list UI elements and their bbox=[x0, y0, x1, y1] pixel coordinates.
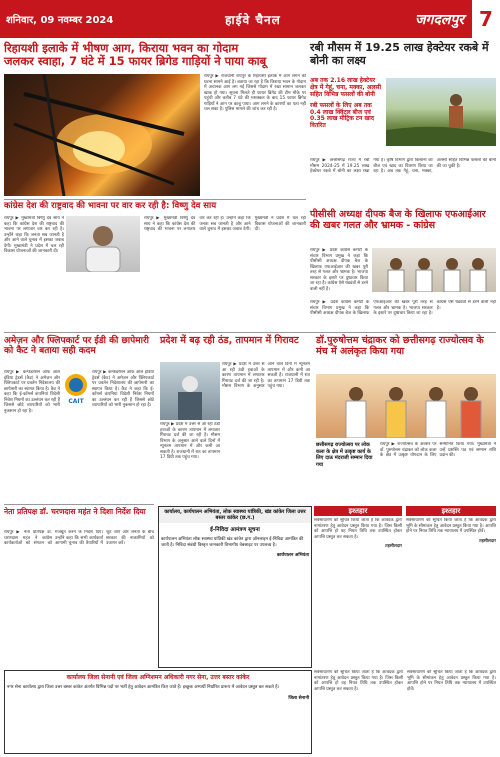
congress-article-body-cont: रायपुर ▶ मुख्यमंत्री विष्णु देव साय ने कहा कि कांग्रेस देश की राष्ट्रवाद की भावना पर लगातार वार कर रही है। उन्होंने कहा कि जनता सब जानती है और आने वाले चुनाव में इसका जवाब देगी। मुख्यमंत्री ने प्रदेश में चल रही विकास योजनाओं की जानकारी दी। bbox=[144, 216, 306, 232]
congress-headline: कांग्रेस देश की राष्ट्रवाद की भावना पर वार कर रही है: विष्णु देव साय bbox=[4, 201, 217, 211]
farmer-field-photo bbox=[386, 78, 496, 146]
masthead-paper-name: हाईवे चैनल bbox=[225, 12, 281, 27]
people-group-icon bbox=[372, 248, 496, 292]
fire-headline-line1: रिहायशी इलाके में भीषण आग, किराया भवन का गोदाम bbox=[4, 41, 239, 55]
amazon-article-body: रायपुर ▶ कन्फेडरेशन ऑफ ऑल इंडिया ट्रेडर्स (कैट) ने अमेज़न और फ्लिपकार्ट पर प्रवर्तन निदेशालय की छापेमारी का स्वागत किया है। कैट ने कहा कि ई-कॉमर्स कंपनियां विदेशी निवेश नियमों का उल्लंघन कर रही हैं जिससे छोटे व्यापारियों को भारी नुकसान हो रहा है। bbox=[4, 370, 60, 414]
divider bbox=[4, 504, 154, 505]
rabi-article-body: रायपुर ▶ छत्तीसगढ़ राज्य में रबी मौसम 2024-25 में 19.25 लाख हेक्टेयर रकबे में बोनी का लक्ष्य रखा गया है। कृषि विभाग द्वारा किसानों को बीज एवं खाद का वितरण किया जा रहा है। अब तक गेहूं, चना, मक्का, अलसी सहित विभिन्न फसलों की बोनी की जा चुकी है। bbox=[310, 158, 496, 174]
masthead bbox=[0, 0, 500, 38]
divider bbox=[4, 199, 306, 200]
notice1-signoff: तहसीलदार bbox=[385, 544, 402, 549]
fire-headline-block bbox=[4, 42, 304, 68]
rabi-bullets bbox=[310, 78, 382, 156]
bottom-ad-title: कार्यालय जिला सेनानी एवं जिला अग्निशमन अधिकारी नगर सेना, उत्तर बस्तर कांकेर bbox=[66, 674, 250, 681]
fire-photo bbox=[4, 74, 200, 196]
cm-photo bbox=[66, 216, 140, 272]
rabi-bullet-1: अब तक 2.16 लाख हेक्टेयर क्षेत्र में गेहूं, चना, मक्का, अलसी सहित विभिन्न फसलों की बोनी bbox=[310, 77, 382, 98]
fire-illustration-icon bbox=[4, 74, 200, 196]
pcc-article-body-cont: रायपुर ▶ प्रदेश कांग्रेस कमेटी के संचार विभाग प्रमुख ने कहा कि पीसीसी अध्यक्ष दीपक बैज के खिलाफ एफआईआर की खबर पूरी तरह से गलत और भ्रामक है। भाजपा सरकार के इशारे पर दुष्प्रचार किया जा रहा है। कांग्रेस ऐसे षड्यंत्रों से डरने वाली नहीं है। bbox=[310, 300, 496, 316]
chandrakar-article-body: रायपुर ▶ राज्योत्सव के अवसर पर डॉ. पुरुषोत्तम चंद्राकर को लोक कला के क्षेत्र में उत्कृष्ट योगदान के लिए सम्मानित किया गया। मुख्यमंत्री ने उन्हें प्रशस्ति पत्र एवं सम्मान राशि प्रदान की। bbox=[380, 442, 496, 458]
bottom-ad-body: नगर सेना कार्यालय द्वारा जिला उत्तर बस्तर कांकेर अंतर्गत विभिन्न पदों पर भर्ती हेतु आवेदन आमंत्रित किए जाते हैं। इच्छुक अभ्यर्थी निर्धारित प्रारूप में आवेदन प्रस्तुत कर सकते हैं। bbox=[7, 685, 280, 690]
cait-logo bbox=[62, 372, 90, 412]
pcc-headline-block bbox=[310, 210, 496, 232]
rabi-headline-block bbox=[310, 42, 496, 67]
temp-article-body: रायपुर ▶ प्रदेश में उत्तर से आ रही ठंडी हवाओं के कारण तापमान में लगातार गिरावट दर्ज की जा रही है। मौसम विभाग के अनुसार आने वाले दिनों में न्यूनतम तापमान में और कमी आ सकती है। राजधानी में रात का तापमान 17 डिग्री तक पहुंच गया। bbox=[222, 362, 310, 389]
amazon-headline-block bbox=[4, 336, 154, 357]
congress-article-body: रायपुर ▶ मुख्यमंत्री विष्णु देव साय ने कहा कि कांग्रेस देश की राष्ट्रवाद की भावना पर लगातार वार कर रही है। उन्होंने कहा कि जनता सब जानती है और आने वाले चुनाव में इसका जवाब देगी। मुख्यमंत्री ने प्रदेश में चल रही विकास योजनाओं की जानकारी दी। bbox=[4, 216, 64, 254]
fire-headline-line2: जलकर स्वाहा, 7 घंटे में 15 फायर ब्रिगेड गाड़ियों ने पाया काबू bbox=[4, 54, 267, 69]
tender-title: कार्यालय, कार्यपालन अभियंता, लोक स्वास्थ्य यांत्रिकी, खंड कांकेर जिला उत्तर बस्तर कांकेर (छ.ग.) bbox=[159, 507, 311, 523]
notice2-body: सर्वसाधारण को सूचित किया जाता है कि आवेदक द्वारा भूमि के सीमांकन हेतु आवेदन प्रस्तुत किया गया है। आपत्ति होने पर नियत तिथि तक न्यायालय में उपस्थित होवें। तहसीलदार bbox=[406, 518, 496, 544]
chandrakar-caption: छत्तीसगढ़ राज्योत्सव पर लोक कला के क्षेत्र में उत्कृष्ट कार्य के लिए दाऊ मंदराजी सम्मान दिया गया bbox=[316, 442, 373, 468]
award-ceremony-icon bbox=[316, 374, 496, 438]
award-ceremony-photo bbox=[316, 374, 496, 438]
temp-headline-block bbox=[160, 336, 310, 347]
masthead-right bbox=[360, 0, 500, 38]
leader-headline-block bbox=[4, 508, 154, 517]
temp-headline: प्रदेश में बढ़ रही ठंड, तापमान में गिरावट bbox=[160, 335, 299, 346]
cait-logo-icon bbox=[62, 372, 90, 398]
pcc-headline: पीसीसी अध्यक्ष दीपक बैज के खिलाफ एफआईआर की खबर गलत और भ्रामक - कांग्रेस bbox=[310, 209, 486, 231]
notice1-body: सर्वसाधारण को सूचित किया जाता है कि आवेदक द्वारा नामांतरण हेतु आवेदन प्रस्तुत किया गया है। जिस किसी को आपत्ति हो वह नियत तिथि तक उपस्थित होकर आपत्ति प्रस्तुत कर सकता है। तहसीलदार bbox=[314, 518, 402, 549]
temp-article-body-cont: रायपुर ▶ प्रदेश में उत्तर से आ रही ठंडी हवाओं के कारण तापमान में लगातार गिरावट दर्ज की जा रही है। मौसम विभाग के अनुसार आने वाले दिनों में न्यूनतम तापमान में और कमी आ सकती है। राजधानी में रात का तापमान 17 डिग्री तक पहुंच गया। bbox=[160, 422, 220, 460]
divider bbox=[4, 332, 496, 333]
chandrakar-headline: डॉ.पुरुषोत्तम चंद्राकर को छत्तीसगढ़ राज्योत्सव के मंच में अलंकृत किया गया bbox=[316, 335, 484, 357]
notices-continued: सर्वसाधारण को सूचित किया जाता है कि आवेदक द्वारा नामांतरण हेतु आवेदन प्रस्तुत किया गया है। जिस किसी को आपत्ति हो वह नियत तिथि तक उपस्थित होकर आपत्ति प्रस्तुत कर सकता है। सर्वसाधारण को सूचित किया जाता है कि आवेदक द्वारा भूमि के सीमांकन हेतु आवेदन प्रस्तुत किया गया है। आपत्ति होने पर नियत तिथि तक न्यायालय में उपस्थित होवें। bbox=[314, 670, 496, 692]
pcc-article-body: रायपुर ▶ प्रदेश कांग्रेस कमेटी के संचार विभाग प्रमुख ने कहा कि पीसीसी अध्यक्ष दीपक बैज के खिलाफ एफआईआर की खबर पूरी तरह से गलत और भ्रामक है। भाजपा सरकार के इशारे पर दुष्प्रचार किया जा रहा है। कांग्रेस ऐसे षड्यंत्रों से डरने वाली नहीं है। bbox=[310, 248, 368, 292]
congress-headline-block bbox=[4, 202, 306, 212]
person-icon bbox=[66, 216, 140, 272]
bottom-ad-signoff: जिला सेनानी bbox=[288, 695, 309, 701]
weather-photo bbox=[160, 362, 220, 420]
cait-logo-text: CAIT bbox=[68, 398, 84, 405]
masthead-date: शनिवार, 09 नवम्बर 2024 bbox=[6, 15, 114, 26]
page-number: 7 bbox=[472, 0, 500, 38]
tender-signoff: कार्यपालन अभियंता bbox=[276, 553, 309, 558]
chandrakar-headline-block bbox=[316, 336, 496, 358]
leader-article-body: रायपुर ▶ नेता प्रतिपक्ष डॉ. चरणदास महंत ने कांग्रेस कार्यकर्ताओं को संगठन को मजबूत करने के निर्देश दिए। उन्होंने कहा कि सभी कार्यकर्ता आगामी चुनाव की तैयारियों में जुट जाएं और जनता के बीच सरकार की नाकामियों को उजागर करें। bbox=[4, 530, 154, 546]
tender-subtitle: ई-निविदा आमंत्रण सूचना bbox=[210, 527, 260, 533]
notice1-header: इश्तहार bbox=[314, 506, 402, 516]
leader-headline: नेता प्रतिपक्ष डॉ. चरणदास महंत ने दिशा निर्देश दिया bbox=[4, 507, 146, 516]
tender-body: कार्यपालन अभियंता लोक स्वास्थ्य यांत्रिकी खंड कांकेर द्वारा ऑनलाइन ई-निविदा आमंत्रित की जाती है। निविदा संबंधी विस्तृत जानकारी विभागीय वेबसाइट पर उपलब्ध है। bbox=[161, 537, 304, 548]
amazon-article-body-cont: रायपुर ▶ कन्फेडरेशन ऑफ ऑल इंडिया ट्रेडर्स (कैट) ने अमेज़न और फ्लिपकार्ट पर प्रवर्तन निदेशालय की छापेमारी का स्वागत किया है। कैट ने कहा कि ई-कॉमर्स कंपनियां विदेशी निवेश नियमों का उल्लंघन कर रही हैं जिससे छोटे व्यापारियों को भारी नुकसान हो रहा है। bbox=[92, 370, 154, 408]
nagar-sena-advertisement bbox=[4, 670, 312, 754]
masthead-city: जगदलपुर bbox=[415, 11, 464, 28]
amazon-headline: अमेज़न और फ्लिपकार्ट पर ईडी की छापेमारी को कैट ने बताया सही कदम bbox=[4, 336, 149, 357]
cold-weather-icon bbox=[160, 362, 220, 420]
pcc-press-photo bbox=[372, 248, 496, 292]
rabi-headline: रबी मौसम में 19.25 लाख हेक्टेयर रकबे में बोनी का लक्ष्य bbox=[310, 41, 489, 67]
fire-article-body: रायपुर ▶ राजधानी रायपुर के रिहायशी इलाके में आग लगने की घटना सामने आई है। बताया जा रहा है कि किराया भवन के गोदाम में अचानक आग लग गई जिससे गोदाम में रखा सामान जलकर खाक हो गया। सूचना मिलते ही फायर ब्रिगेड की टीम मौके पर पहुंची और करीब 7 घंटे की मशक्कत के बाद 15 फायर ब्रिगेड गाड़ियों ने आग पर काबू पाया। आग लगने के कारणों का पता नहीं चल सका है। पुलिस मामले की जांच कर रही है। bbox=[204, 74, 306, 112]
notice2-signoff: तहसीलदार bbox=[479, 538, 496, 544]
tender-advertisement bbox=[158, 506, 312, 668]
notice2-header: इश्तहार bbox=[406, 506, 496, 516]
rabi-bullet-2: रबी फसलों के लिए अब तक 0.4 लाख क्विंटल बीज एवं 0.35 लाख मीट्रिक टन खाद वितरित bbox=[310, 101, 375, 130]
farmer-figure-icon bbox=[386, 78, 496, 146]
